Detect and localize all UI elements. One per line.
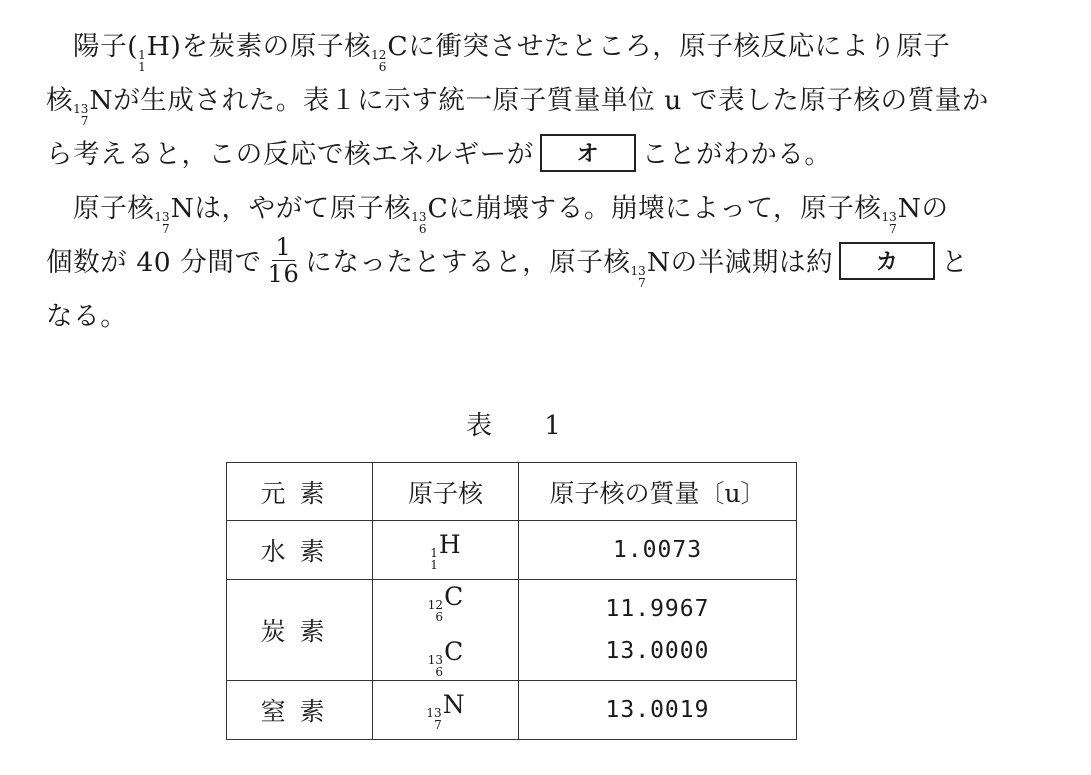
element-symbol: C <box>427 193 449 224</box>
element-symbol: N <box>170 193 195 224</box>
fraction-denominator: 16 <box>267 259 300 288</box>
nuclide-n13 <box>881 182 921 236</box>
nucleus-cell <box>373 580 519 681</box>
element-symbol: C <box>444 582 464 611</box>
mass-number: 13 <box>154 210 170 224</box>
paragraph-2 <box>46 182 1066 344</box>
text: の <box>921 193 949 224</box>
text: が生成された。表１に示す統一原子質量単位 u で表した原子核の質量か <box>113 85 990 116</box>
element-cell: 炭素 <box>227 580 373 681</box>
table-caption: 表 1 <box>466 411 583 441</box>
mass-number: 1 <box>430 545 438 560</box>
element-cell: 水素 <box>227 521 373 580</box>
atomic-number: 6 <box>418 222 427 236</box>
mass-number: 12 <box>427 598 444 612</box>
header-element: 元素 <box>227 463 373 521</box>
mass-number: 13 <box>73 102 89 116</box>
fraction-numerator: 1 <box>272 234 296 261</box>
isotope-numbers <box>881 211 896 235</box>
nuclide-h1 <box>430 530 460 571</box>
text: 原子核 <box>73 193 155 224</box>
isotope-numbers <box>371 49 386 73</box>
atomic-number: 6 <box>435 610 444 624</box>
fraction <box>268 234 300 287</box>
table-row <box>227 580 797 681</box>
paragraph-2-line-1 <box>46 182 1066 236</box>
isotope-numbers <box>428 654 443 678</box>
text: は，やがて原子核 <box>194 193 412 224</box>
nuclide-n13 <box>154 182 194 236</box>
atomic-number: 7 <box>638 276 646 290</box>
element-symbol: H <box>146 31 171 62</box>
isotope-numbers <box>428 599 443 623</box>
table-header-row <box>227 463 797 521</box>
isotope-numbers <box>631 265 646 289</box>
mass-number: 13 <box>881 210 897 224</box>
text: ら考えると，この反応で核エネルギーが <box>46 139 534 170</box>
answer-box-o[interactable]: オ <box>540 134 636 172</box>
isotope-numbers <box>138 49 146 73</box>
paragraph-1-line-1 <box>46 20 1066 74</box>
mass-value: 11.9967 <box>605 596 710 622</box>
nuclide-c12 <box>428 582 463 623</box>
mass-number: 13 <box>411 210 427 224</box>
atomic-number: 7 <box>889 222 897 236</box>
isotope-numbers <box>154 211 169 235</box>
isotope-numbers <box>426 707 441 731</box>
atomic-number: 6 <box>378 60 387 74</box>
isotope-numbers <box>73 103 88 127</box>
mass-number: 13 <box>426 705 442 720</box>
atomic-number: 6 <box>435 665 444 679</box>
text: 核 <box>46 85 74 116</box>
mass-table <box>226 462 797 740</box>
atomic-number: 7 <box>161 222 170 236</box>
paragraph-2-line-3 <box>46 290 1066 344</box>
isotope-numbers <box>430 547 438 571</box>
element-symbol: C <box>387 31 409 62</box>
nuclide-c12 <box>371 20 408 74</box>
mass-value: 13.0000 <box>605 638 710 664</box>
answer-box-ka[interactable]: カ <box>839 242 935 280</box>
table-row <box>227 681 797 740</box>
text: になったとすると，原子核 <box>305 247 631 278</box>
mass-number: 13 <box>630 264 646 278</box>
nucleus-cell <box>373 681 519 740</box>
nucleus-cell <box>373 521 519 580</box>
element-symbol: N <box>897 193 922 224</box>
text: と <box>941 247 969 278</box>
element-symbol: N <box>89 85 114 116</box>
paragraph-1-line-2 <box>46 74 1066 128</box>
element-cell: 窒素 <box>227 681 373 740</box>
mass-cell: 1.0073 <box>519 521 797 580</box>
nuclide-n13 <box>631 236 671 290</box>
mass-cell: 13.0019 <box>519 681 797 740</box>
text: に崩壊する。崩壊によって，原子核 <box>448 193 882 224</box>
nuclide-c13 <box>428 637 463 678</box>
mass-number: 1 <box>138 48 146 62</box>
header-nucleus: 原子核 <box>373 463 519 521</box>
table-row <box>227 521 797 580</box>
atomic-number: 7 <box>80 114 89 128</box>
element-symbol: N <box>442 689 465 719</box>
paragraph-1 <box>46 20 1066 182</box>
nuclide-h1 <box>138 20 170 74</box>
atomic-number: 1 <box>138 60 146 74</box>
mass-number: 13 <box>427 653 444 667</box>
element-symbol: H <box>438 529 461 559</box>
text: に衝突させたところ，原子核反応により原子 <box>408 31 951 62</box>
nuclide-c13 <box>411 182 448 236</box>
nuclide-n13 <box>426 690 464 731</box>
text: 陽子( <box>73 31 139 62</box>
nuclide-n13 <box>73 74 113 128</box>
text: なる。 <box>46 301 128 332</box>
atomic-number: 7 <box>434 717 442 732</box>
mass-cell <box>519 580 797 681</box>
atomic-number: 1 <box>430 557 438 572</box>
header-mass: 原子核の質量〔u〕 <box>519 463 797 521</box>
element-symbol: C <box>444 637 464 666</box>
text: の半減期は約 <box>670 247 834 278</box>
text: )を炭素の原子核 <box>170 31 372 62</box>
element-symbol: N <box>646 247 671 278</box>
text: 個数が 40 分間で <box>46 247 262 278</box>
paragraph-1-line-3 <box>46 128 1066 182</box>
text: ことがわかる。 <box>641 139 832 170</box>
paragraph-2-line-2 <box>46 232 1066 290</box>
isotope-numbers <box>411 211 426 235</box>
mass-number: 12 <box>371 48 387 62</box>
